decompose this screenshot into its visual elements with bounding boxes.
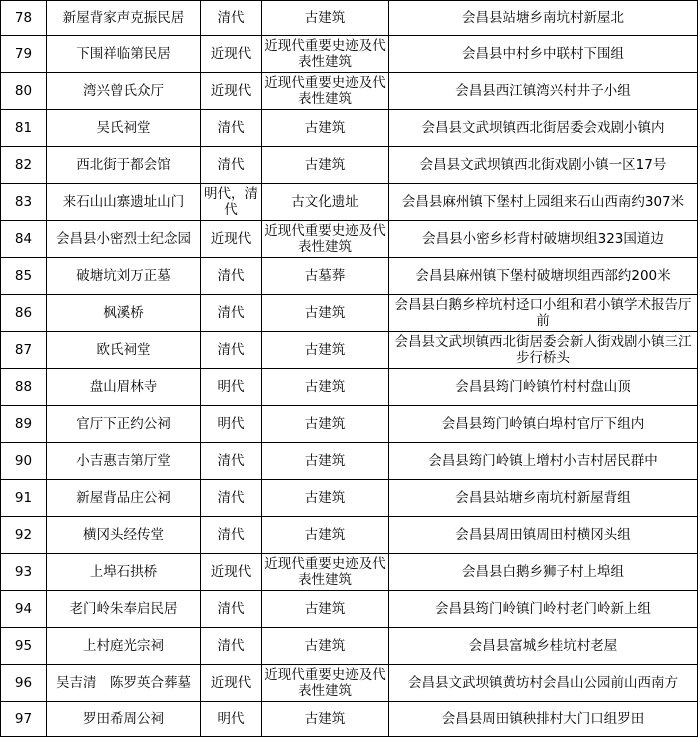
row-number: 85: [1, 258, 47, 295]
site-name: 上村庭光宗祠: [47, 628, 201, 665]
site-name: 下围祥临第民居: [47, 36, 201, 73]
site-era: 近现代: [201, 36, 262, 73]
table-row: [1, 480, 698, 517]
site-era: 清代: [201, 591, 262, 628]
site-type: 古建筑: [262, 332, 389, 369]
site-address: 会昌县筠门岭镇门岭村老门岭新上组: [389, 591, 698, 628]
row-number: 96: [1, 665, 47, 702]
site-address: 会昌县筠门岭镇白埠村官厅下组内: [389, 406, 698, 443]
site-type: 古建筑: [262, 591, 389, 628]
site-name: 罗田希周公祠: [47, 702, 201, 737]
site-type: 古建筑: [262, 1, 389, 36]
site-address: 会昌县文武坝镇西北街戏剧小镇一区17号: [389, 147, 698, 184]
site-name: 横冈头经传堂: [47, 517, 201, 554]
row-number: 90: [1, 443, 47, 480]
site-address: 会昌县小密乡杉背村破塘坝组323国道边: [389, 221, 698, 258]
site-type: 古建筑: [262, 110, 389, 147]
site-era: 清代: [201, 517, 262, 554]
site-address: 会昌县周田镇秧排村大门口组罗田: [389, 702, 698, 737]
site-name: 吴吉清 陈罗英合葬墓: [47, 665, 201, 702]
site-name: 老门岭朱奉启民居: [47, 591, 201, 628]
site-type: 近现代重要史迹及代表性建筑: [262, 221, 389, 258]
site-era: 明代，清代: [201, 184, 262, 221]
row-number: 81: [1, 110, 47, 147]
site-name: 官厅下正约公祠: [47, 406, 201, 443]
site-type: 近现代重要史迹及代表性建筑: [262, 554, 389, 591]
site-address: 会昌县麻州镇下堡村破塘坝组西部约200米: [389, 258, 698, 295]
site-address: 会昌县白鹅乡梓坑村迳口小组和君小镇学术报告厅前: [389, 295, 698, 332]
site-type: 近现代重要史迹及代表性建筑: [262, 36, 389, 73]
site-type: 古建筑: [262, 295, 389, 332]
site-era: 明代: [201, 702, 262, 737]
site-era: 清代: [201, 628, 262, 665]
site-address: 会昌县白鹅乡狮子村上埠组: [389, 554, 698, 591]
site-address: 会昌县麻州镇下堡村上园组来石山西南约307米: [389, 184, 698, 221]
site-address: 会昌县站塘乡南坑村新屋背组: [389, 480, 698, 517]
table-row: [1, 295, 698, 332]
site-address: 会昌县文武坝镇西北街居委会戏剧小镇内: [389, 110, 698, 147]
site-type: 古建筑: [262, 369, 389, 406]
site-era: 清代: [201, 295, 262, 332]
site-address: 会昌县筠门岭镇竹村村盘山顶: [389, 369, 698, 406]
heritage-table-body: [1, 1, 698, 737]
site-address: 会昌县文武坝镇西北街居委会新人街戏剧小镇三江步行桥头: [389, 332, 698, 369]
table-row: [1, 36, 698, 73]
site-name: 新屋背品庄公祠: [47, 480, 201, 517]
site-type: 古建筑: [262, 517, 389, 554]
site-address: 会昌县西江镇湾兴村井子小组: [389, 73, 698, 110]
site-name: 盘山眉林寺: [47, 369, 201, 406]
site-address: 会昌县文武坝镇黄坊村会昌山公园前山西南方: [389, 665, 698, 702]
row-number: 94: [1, 591, 47, 628]
row-number: 88: [1, 369, 47, 406]
site-era: 近现代: [201, 221, 262, 258]
row-number: 78: [1, 1, 47, 36]
row-number: 79: [1, 36, 47, 73]
table-row: [1, 73, 698, 110]
site-era: 近现代: [201, 73, 262, 110]
site-era: 清代: [201, 147, 262, 184]
row-number: 92: [1, 517, 47, 554]
site-name: 来石山山寨遗址山门: [47, 184, 201, 221]
row-number: 89: [1, 406, 47, 443]
site-era: 清代: [201, 332, 262, 369]
table-row: [1, 702, 698, 737]
site-type: 近现代重要史迹及代表性建筑: [262, 665, 389, 702]
table-row: [1, 184, 698, 221]
site-era: 明代: [201, 369, 262, 406]
row-number: 87: [1, 332, 47, 369]
site-type: 古建筑: [262, 702, 389, 737]
site-name: 湾兴曾氏众厅: [47, 73, 201, 110]
site-era: 清代: [201, 110, 262, 147]
site-address: 会昌县筠门岭镇上增村小吉村居民群中: [389, 443, 698, 480]
table-row: [1, 1, 698, 36]
table-row: [1, 665, 698, 702]
site-type: 古建筑: [262, 628, 389, 665]
site-address: 会昌县富城乡桂坑村老屋: [389, 628, 698, 665]
row-number: 84: [1, 221, 47, 258]
site-type: 古建筑: [262, 406, 389, 443]
site-name: 破塘坑刘万正墓: [47, 258, 201, 295]
site-type: 近现代重要史迹及代表性建筑: [262, 73, 389, 110]
site-name: 西北街于都会馆: [47, 147, 201, 184]
site-address: 会昌县周田镇周田村横冈头组: [389, 517, 698, 554]
table-row: [1, 591, 698, 628]
row-number: 97: [1, 702, 47, 737]
site-era: 清代: [201, 480, 262, 517]
site-type: 古文化遗址: [262, 184, 389, 221]
row-number: 80: [1, 73, 47, 110]
table-row: [1, 147, 698, 184]
site-name: 欧氏祠堂: [47, 332, 201, 369]
site-era: 清代: [201, 258, 262, 295]
table-row: [1, 110, 698, 147]
row-number: 95: [1, 628, 47, 665]
site-era: 近现代: [201, 665, 262, 702]
table-row: [1, 554, 698, 591]
site-name: 枫溪桥: [47, 295, 201, 332]
site-era: 近现代: [201, 554, 262, 591]
site-type: 古建筑: [262, 147, 389, 184]
site-name: 会昌县小密烈士纪念园: [47, 221, 201, 258]
site-type: 古建筑: [262, 443, 389, 480]
table-row: [1, 406, 698, 443]
row-number: 83: [1, 184, 47, 221]
table-row: [1, 369, 698, 406]
site-name: 上埠石拱桥: [47, 554, 201, 591]
row-number: 86: [1, 295, 47, 332]
site-type: 古墓葬: [262, 258, 389, 295]
row-number: 93: [1, 554, 47, 591]
site-name: 小吉惠吉第厅堂: [47, 443, 201, 480]
row-number: 91: [1, 480, 47, 517]
site-era: 清代: [201, 1, 262, 36]
site-name: 新屋背家声克振民居: [47, 1, 201, 36]
site-type: 古建筑: [262, 480, 389, 517]
site-era: 明代: [201, 406, 262, 443]
table-row: [1, 332, 698, 369]
site-era: 清代: [201, 443, 262, 480]
site-address: 会昌县中村乡中联村下围组: [389, 36, 698, 73]
table-row: [1, 628, 698, 665]
row-number: 82: [1, 147, 47, 184]
site-address: 会昌县站塘乡南坑村新屋北: [389, 1, 698, 36]
table-row: [1, 221, 698, 258]
table-row: [1, 517, 698, 554]
table-row: [1, 258, 698, 295]
table-row: [1, 443, 698, 480]
site-name: 吴氏祠堂: [47, 110, 201, 147]
